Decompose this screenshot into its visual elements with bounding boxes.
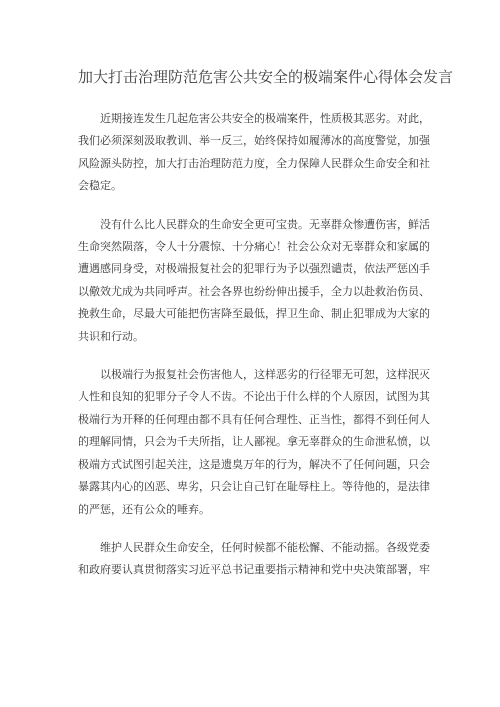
paragraph-3: 以极端行为报复社会伤害他人，这样恶劣的行径罪无可恕，这样泯灭人性和良知的犯罪分子令人不齿。不论出于什么样的个人原因，试图为其极端行为开释的任何理由都不具有任何合理性、正当性，都得不到任何人的理解同情，只会为千夫所指，让人鄙视。拿无辜群众的生命泄私愤，以极端方式试图引起关注，这是遗臭万年的行为，解决不了任何问题，只会暴露其内心的凶恶、卑劣，只会让自己钉在耻辱柱上。等待他的，是法律的严惩，还有公众的唾弃。: [78, 368, 430, 516]
paragraph-1: 近期接连发生几起危害公共安全的极端案件，性质极其恶劣。对此，我们必须深刻汲取教训、举一反三，始终保持如履薄冰的高度警觉，加强风险源头防控，加大打击治理防范力度，全力保障人民群众生命安全和社会稳定。: [78, 112, 430, 193]
document-body: [78, 108, 430, 598]
paragraph-2: 没有什么比人民群众的生命安全更可宝贵。无辜群众惨遭伤害，鲜活生命突然陨落，令人十分震惊、十分痛心！社会公众对无辜群众和家属的遭遇感同身受，对极端报复社会的犯罪行为予以强烈谴责，依法严惩凶手以儆效尤成为共同呼声。社会各界也纷纷伸出援手，全力以赴救治伤员、挽救生命，尽最大可能把伤害降至最低，捍卫生命、制止犯罪成为大家的共识和行动。: [78, 217, 430, 343]
document-title: 加大打击治理防范危害公共安全的极端案件心得体会发言: [78, 68, 454, 86]
paragraph-4: 维护人民群众生命安全，任何时候都不能松懈、不能动摇。各级党委和政府要认真贯彻落实习近平总书记重要指示精神和党中央决策部署，牢: [78, 540, 430, 577]
